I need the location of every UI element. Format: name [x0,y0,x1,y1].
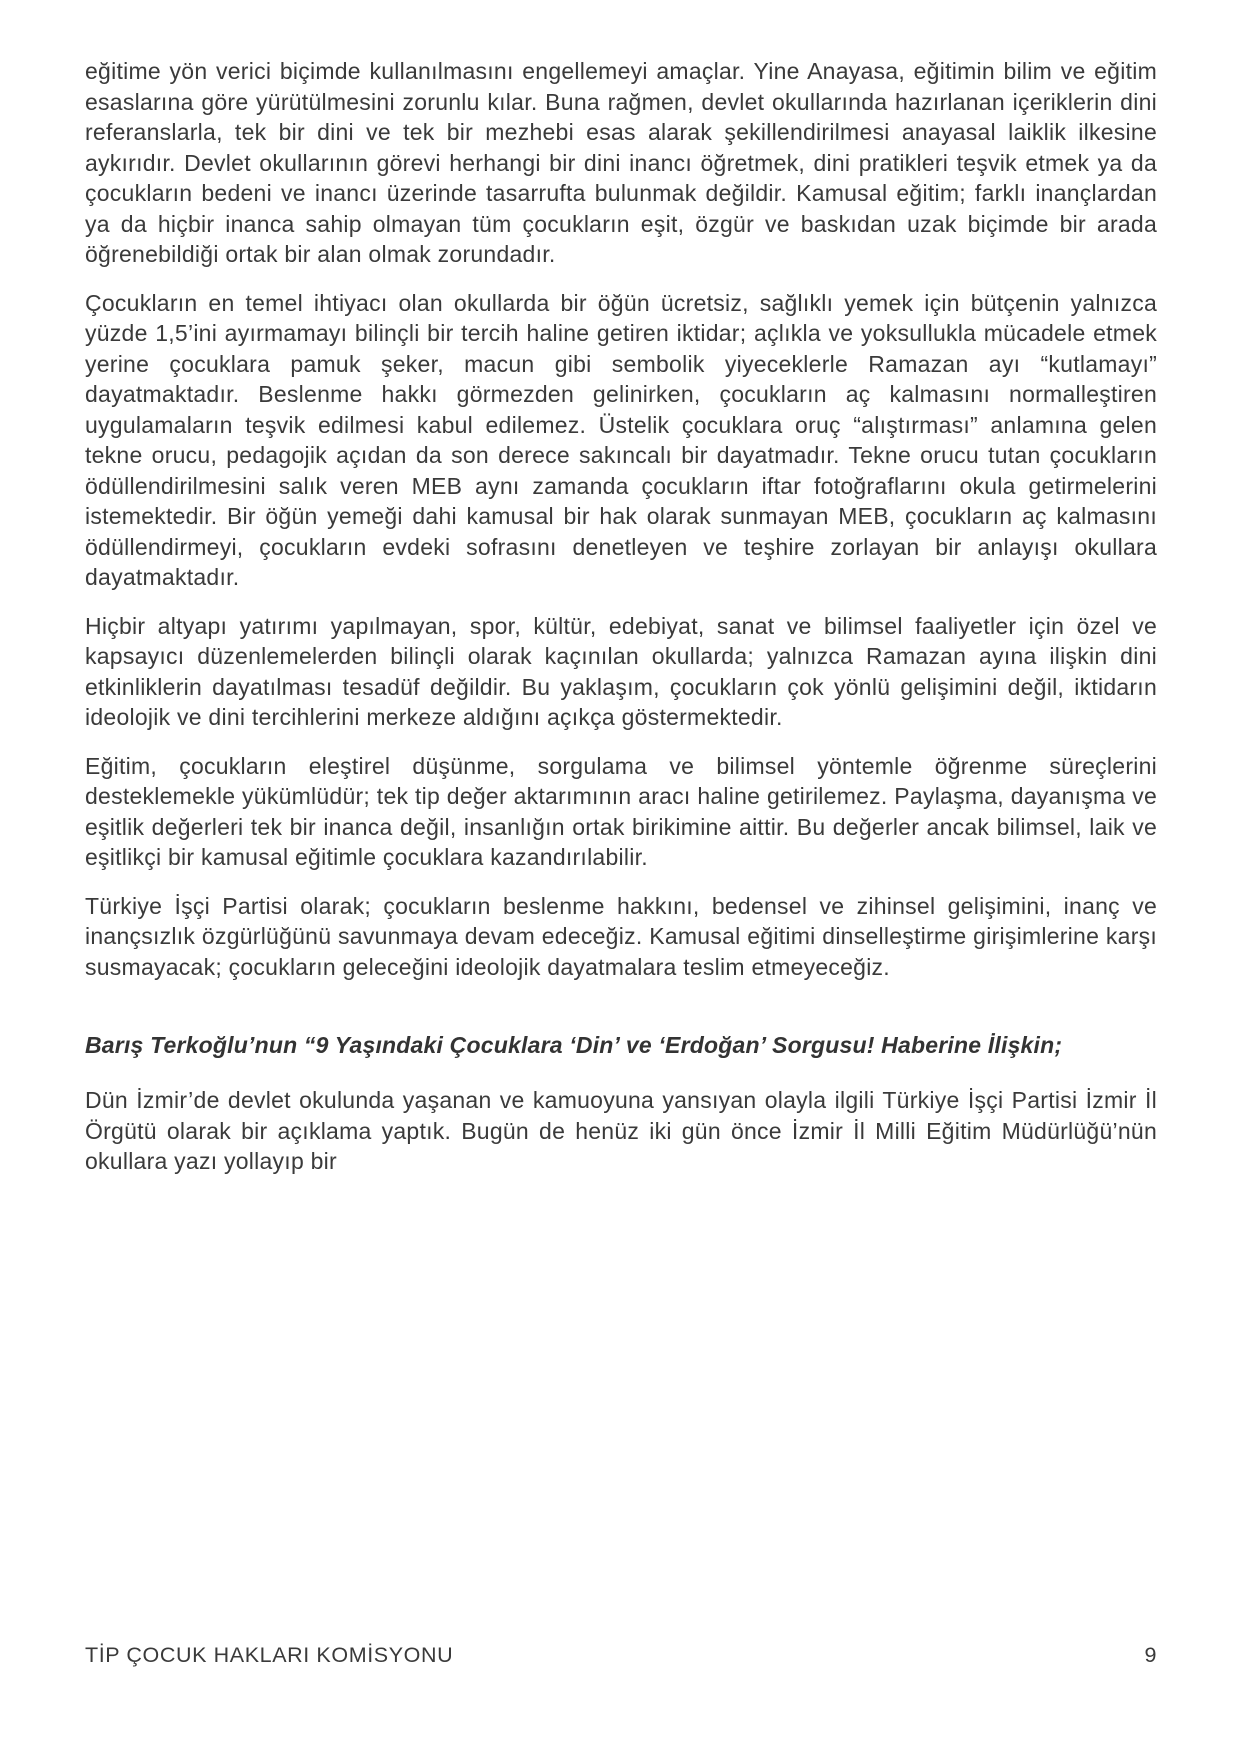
document-body [85,56,1157,1195]
page-number: 9 [1144,1643,1157,1667]
paragraph: Çocukların en temel ihtiyacı olan okullarda bir öğün ücretsiz, sağlıklı yemek için bütçenin yalnızca yüzde 1,5’ini ayırmamayı bilinçli bir tercih haline getiren iktidar; açlıkla ve yoksullukla mücadele etmek yerine çocuklara pamuk şeker, macun gibi sembolik yiyeceklerle Ramazan ayı “kutlamayı” dayatmaktadır. Beslenme hakkı görmezden gelinirken, çocukların aç kalmasını normalleştiren uygulamaların teşvik edilmesi kabul edilemez. Üstelik çocuklara oruç “alıştırması” anlamına gelen tekne orucu, pedagojik açıdan da son derece sakıncalı bir dayatmadır. Tekne orucu tutan çocukların ödüllendirilmesini salık veren MEB aynı zamanda çocukların iftar fotoğraflarını okula getirmelerini istemektedir. Bir öğün yemeği dahi kamusal bir hak olarak sunmayan MEB, çocukların aç kalmasını ödüllendirmeyi, çocukların evdeki sofrasını denetleyen ve teşhire zorlayan bir anlayışı okullara dayatmaktadır. [85,289,1157,590]
section-heading: Barış Terkoğlu’nun “9 Yaşındaki Çocuklara ‘Din’ ve ‘Erdoğan’ Sorgusu! Haberine İlişkin; [85,1032,1063,1058]
paragraph: Hiçbir altyapı yatırımı yapılmayan, spor, kültür, edebiyat, sanat ve bilimsel faaliyetler için özel ve kapsayıcı düzenlemelerden bilinçli olarak kaçınılan okullarda; yalnızca Ramazan ayına ilişkin dini etkinliklerin dayatılması tesadüf değildir. Bu yaklaşım, çocukların çok yönlü gelişimini değil, iktidarın ideolojik ve dini tercihlerini merkeze aldığını açıkça göstermektedir. [85,612,1157,730]
paragraph: eğitime yön verici biçimde kullanılmasını engellemeyi amaçlar. Yine Anayasa, eğitimin bilim ve eğitim esaslarına göre yürütülmesini zorunlu kılar. Buna rağmen, devlet okullarında hazırlanan içeriklerin dini referanslarla, tek bir dini ve tek bir mezhebi esas alarak şekillendirilmesi anayasal laiklik ilkesine aykırıdır. Devlet okullarının görevi herhangi bir dini inancı öğretmek, dini pratikleri teşvik etmek ya da çocukların bedeni ve inancı üzerinde tasarrufta bulunmak değildir. Kamusal eğitim; farklı inançlardan ya da hiçbir inanca sahip olmayan tüm çocukların eşit, özgür ve baskıdan uzak biçimde bir arada öğrenebildiği ortak bir alan olmak zorundadır. [85,58,1157,267]
paragraph: Eğitim, çocukların eleştirel düşünme, sorgulama ve bilimsel yöntemle öğrenme süreçlerini desteklemekle yükümlüdür; tek tip değer aktarımının aracı haline getirilemez. Paylaşma, dayanışma ve eşitlik değerleri tek bir inanca değil, insanlığın ortak birikimine aittir. Bu değerler ancak bilimsel, laik ve eşitlikçi bir kamusal eğitimle çocuklara kazandırılabilir. [85,752,1157,870]
footer-title: TİP ÇOCUK HAKLARI KOMİSYONU [85,1643,454,1667]
paragraph: Türkiye İşçi Partisi olarak; çocukların beslenme hakkını, bedensel ve zihinsel gelişimini, inanç ve inançsızlık özgürlüğünü savunmaya devam edeceğiz. Kamusal eğitimi dinselleştirme girişimlerine karşı susmayacak; çocukların geleceğini ideolojik dayatmalara teslim etmeyeceğiz. [85,892,1157,980]
page-footer [85,1643,1157,1668]
paragraph: Dün İzmir’de devlet okulunda yaşanan ve kamuoyuna yansıyan olayla ilgili Türkiye İşçi Partisi İzmir İl Örgütü olarak bir açıklama yaptık. Bugün de henüz iki gün önce İzmir İl Milli Eğitim Müdürlüğü’nün okullara yazı yollayıp bir [85,1087,1157,1174]
